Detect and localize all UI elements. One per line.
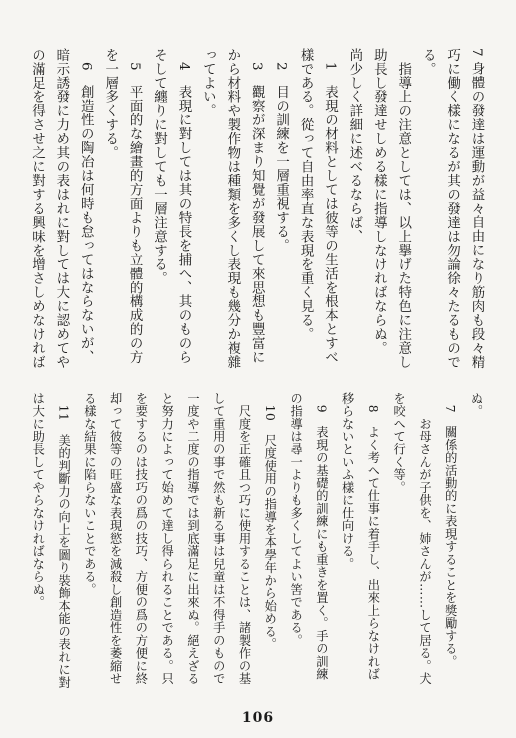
text-line: 尚少しく詳細に述べるならば、 [346, 48, 362, 244]
text-line: 11 美的判斷力の向上を圖り裝飾本能の表れに對 [56, 404, 71, 689]
text-line: 3 觀察が深まり知覺が發展して來思想も豐富に [249, 61, 265, 365]
text-line: 9 表現の基礎的訓練にも重きを置く。手の訓練 [314, 404, 329, 681]
text-line: 4 表現に對しては其の特長を捕へ、其のものら [175, 61, 191, 365]
text-line: は大に助長してやらなければならぬ。 [30, 392, 45, 609]
text-line: を要するのは技巧の爲の技巧、方便の爲の方便に終 [133, 392, 148, 686]
text-line: 暗示誘發に力め其の表はれに對しては大に認めてや [53, 48, 69, 370]
text-line: 7 關係的活動的に表現することを獎勵する。 [443, 392, 458, 668]
text-line: 指導上の注意としては、以上擧げた特色に注意し [395, 61, 411, 370]
text-line: 却って彼等の旺盛な表現慾を減殺し創造性を萎縮せ [108, 392, 123, 686]
text-line: 8 よく考へて仕事に着手し、出來上らなければ [365, 404, 380, 681]
page-number: 106 [241, 710, 275, 726]
text-line: 巧に働く樣になるが其の發達は勿論徐々たるもので [444, 48, 460, 370]
text-line: を咬へて行く等。 [391, 392, 406, 494]
text-line: 助長し發達せしめる樣に指導しなければならぬ。 [371, 48, 387, 356]
text-line: 尺度を正確且つ巧に使用することは、諸製作の基 [237, 404, 251, 686]
text-line: と努力によって始めて達し得られることである。只 [159, 392, 174, 686]
text-line: る樣な結果に陷らないことである。 [82, 392, 97, 596]
text-line: 7 身體の發達は運動が益々自由になり筋肉も段々精 [469, 48, 484, 369]
text-line: の指導は尋一よりも多くしてよい筈である。 [288, 392, 303, 647]
text-line: 5 平面的な繪畫的方面よりも立體的構成的の方 [127, 61, 143, 365]
text-line: の滿足を得させ之に對する興味を增さしめなければ [29, 48, 45, 370]
text-line: 2 目の訓練を一層重視する。 [273, 48, 289, 253]
text-line: 移らないといふ樣に仕向ける。 [340, 392, 355, 571]
text-line: 一度や二度の指導では到底滿足に出來ぬ。絕えざる [185, 392, 200, 686]
text-line: ぬ。 [469, 392, 483, 418]
text-line: から材料や製作物は種類を多くし表現も幾分か複雜 [224, 48, 240, 370]
text-line: 6 創造性の陶冶は何時も怠ってはならないが、 [78, 61, 94, 365]
text-line: ってよい。 [200, 48, 216, 118]
text-line: して重用の事で然も新る事は兒童は不得手のもので [211, 392, 226, 686]
text-line: そして纏りに對しても一層注意する。 [151, 48, 167, 286]
text-line: 1 表現の材料としては彼等の生活を根本とすべ [322, 61, 338, 365]
text-line: る。 [420, 48, 436, 76]
text-line: 10 尺度使用の指導を本學年から始める。 [262, 392, 277, 651]
text-line: 樣である。從って自由率直な表現を重く見る。 [298, 48, 314, 342]
text-line: を一層多くする。 [102, 48, 118, 160]
text-line: お母さんが子供を、姉さんが……して居る。犬 [417, 417, 432, 686]
